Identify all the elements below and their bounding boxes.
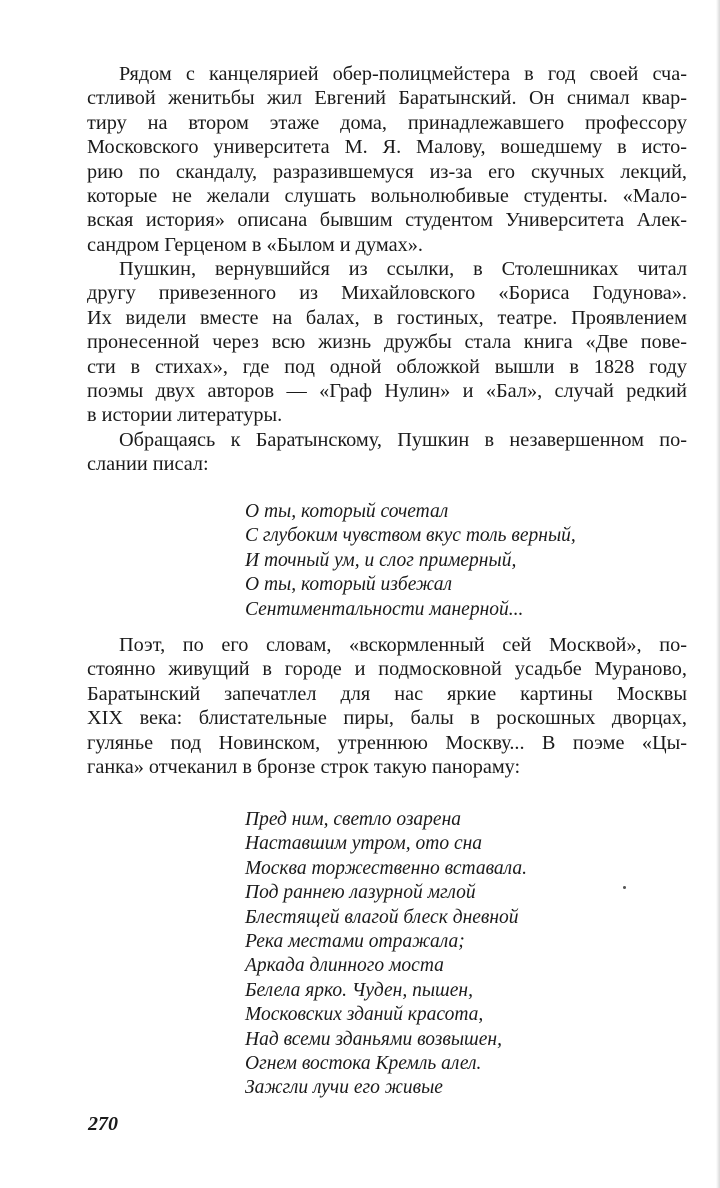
poem-quote-1 xyxy=(245,500,576,622)
paragraph-text xyxy=(87,62,687,257)
text-line: вская история» описана бывшим студентом Университета Алек- xyxy=(87,209,687,232)
paragraph-text xyxy=(87,428,687,477)
text-line: другу привезенного из Михайловского «Бориса Годунова». xyxy=(87,282,687,305)
poem-line: Сентиментальности манерной... xyxy=(245,598,524,620)
poem-line: Аркада длинного моста xyxy=(245,955,444,977)
paragraph-text xyxy=(87,257,687,428)
text-line: стоянно живущий в городе и подмосковной усадьбе Мураново, xyxy=(87,658,687,681)
text-line: Московского университета М. Я. Малову, вошедшему в исто- xyxy=(87,136,687,159)
paragraph-3 xyxy=(87,428,687,477)
print-speck xyxy=(623,886,626,889)
poem-line: Над всеми зданьями возвышен, xyxy=(245,1028,502,1050)
text-line: сандром Герценом в «Былом и думах». xyxy=(87,233,423,256)
poem-line: Огнем востока Кремль алел. xyxy=(245,1053,482,1075)
poem-line: И точный ум, и слог примерный, xyxy=(245,549,517,571)
text-line: Поэт, по его словам, «вскормленный сей Москвой», по- xyxy=(119,634,687,656)
text-line: стливой женитьбы жил Евгений Баратынский. Он снимал квар- xyxy=(87,87,687,110)
paragraph-4 xyxy=(87,633,687,779)
poem-line: О ты, который сочетал xyxy=(245,501,449,522)
text-line: ганка» отчеканил в бронзе строк такую панораму: xyxy=(87,756,521,779)
poem-line: Пред ним, светло озарена xyxy=(245,809,462,830)
paragraph-1 xyxy=(87,62,687,257)
text-line: слании писал: xyxy=(87,453,209,476)
poem-quote-2 xyxy=(245,808,527,1101)
poem-line: Наставшим утром, ото сна xyxy=(245,833,483,855)
text-line: в истории литературы. xyxy=(87,404,283,427)
poem-line: Московских зданий красота, xyxy=(245,1004,484,1026)
text-line: Обращаясь к Баратынскому, Пушкин в незавершенном по- xyxy=(119,429,687,451)
text-line: Пушкин, вернувшийся из ссылки, в Столешниках читал xyxy=(119,258,687,280)
text-line: поэмы двух авторов — «Граф Нулин» и «Бал», случай редкий xyxy=(87,380,687,403)
poem-line: Белела ярко. Чуден, пышен, xyxy=(245,979,473,1001)
text-line: пронесенной через всю жизнь дружбы стала книга «Две пове- xyxy=(87,331,687,354)
poem-line: Под раннею лазурной мглой xyxy=(245,882,476,904)
text-line: Их видели вместе на балах, в гостиных, театре. Проявлением xyxy=(87,306,687,329)
text-line: XIX века: блистательные пиры, балы в роскошных дворцах, xyxy=(87,707,687,730)
poem-line: Москва торжественно вставала. xyxy=(245,857,528,879)
poem-line: О ты, который избежал xyxy=(245,574,453,596)
page-number: 270 xyxy=(88,1113,118,1135)
poem-line: С глубоким чувством вкус толь верный, xyxy=(245,525,576,547)
text-line: которые не желали слушать вольнолюбивые студенты. «Мало- xyxy=(87,185,687,208)
text-line: рию по скандалу, разразившемуся из-за его скучных лекций, xyxy=(87,160,687,183)
text-line: сти в стихах», где под одной обложкой вышли в 1828 году xyxy=(87,355,687,378)
poem-line: Блестящей влагой блеск дневной xyxy=(245,906,519,928)
page-edge xyxy=(716,0,720,1188)
text-line: тиру на втором этаже дома, принадлежавшего профессору xyxy=(87,111,687,134)
text-line: гулянье под Новинском, утреннюю Москву... В поэме «Цы- xyxy=(87,731,687,754)
poem-line: Река местами отражала; xyxy=(245,931,465,953)
text-line: Рядом с канцелярией обер-полицмейстера в год своей сча- xyxy=(119,63,687,85)
text-line: Баратынский запечатлел для нас яркие картины Москвы xyxy=(87,682,687,705)
poem-line: Зажгли лучи его живые xyxy=(245,1077,443,1099)
paragraph-text xyxy=(87,633,687,779)
paragraph-2 xyxy=(87,257,687,428)
